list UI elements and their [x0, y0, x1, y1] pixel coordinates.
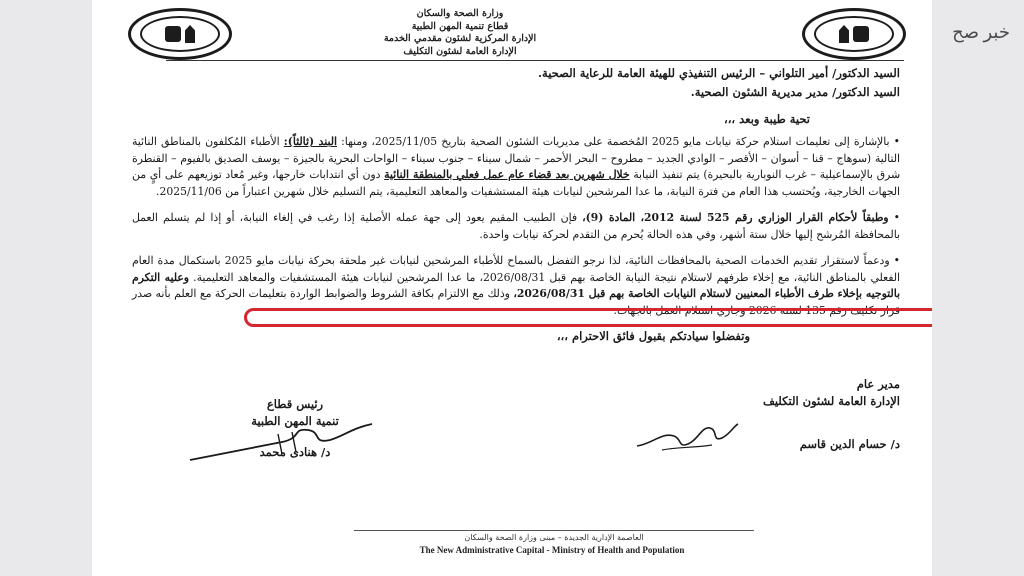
- paragraph-1: [132, 134, 900, 200]
- paragraph-3-highlight: وعليه التكرم بالتوجيه بإخلاء طرف الأطباء المعنيين لاستلام النيابات الخاصة بهم قبل 2026/08/31،: [132, 270, 900, 300]
- paragraph-2-text: فإن الطبيب المقيم يعود إلى جهة عمله الأصلية إذا رغب في إلغاء النيابة، أو إذا لم يتسلم العمل بالمحافظة المُرشح إليها خلال ستة أشهر، وفي هذه الحالة يُحرم من التقدم لحركة نيابات واحدة.: [132, 211, 900, 241]
- paragraph-1-intro: بالإشارة إلى تعليمات استلام حركة نيابات مايو 2025 المُخصمة على مديريات الشئون الصحية بتاريخ 2025/11/05، ومنها:: [341, 135, 890, 148]
- red-highlight-marker: [244, 308, 932, 327]
- paragraph-3-text: ودعماً لاستقرار تقديم الخدمات الصحية بالمحافظات النائية، لذا نرجو التفضل بالسماح للأطباء المرشحين لنيابات غير ملحقة بحركة نيابات مايو 2025 باستكمال مدة العام الفعلي بالمناطق النائية، مع إخلاء طرفهم لاستلام نتيجة النيابة الخاصة بهم قبل 2026/08/31، ما عدا المرشحين لنيابات هيئة المستشفيات والمعاهد التعليمية.: [132, 254, 900, 284]
- header-divider: [166, 60, 904, 61]
- letter-page: [92, 0, 932, 576]
- building-emblem-icon: [839, 25, 849, 43]
- signer-left-title1: رئيس قطاع: [266, 397, 324, 411]
- paragraph-1-item-label: البند (ثالثاً):: [283, 135, 338, 148]
- letterhead-general-admin: الإدارة العامة لشئون التكليف: [403, 45, 517, 57]
- signer-right-name: د/ حسام الدين قاسم: [799, 437, 900, 451]
- letter-body: [132, 64, 900, 343]
- building-emblem-icon: [185, 25, 195, 43]
- ministry-logo-right: [802, 8, 906, 60]
- footer-divider: [354, 530, 754, 531]
- letterhead-sector: قطاع تنمية المهن الطبية: [411, 20, 509, 32]
- right-margin: [932, 0, 1024, 576]
- paragraph-1-tail: دون أي انتدابات خارجها، وغير مُعاد توزيعهم على أيٍ من الجهات الخارجية، ويُحتسب هذا العام من فترة النيابة، ما عدا المرشحين لنيابات هيئة المستشفيات والمعاهد التعليمية، يتم التسليم خلال شهرين اعتباراً من 2025/11/06.: [132, 168, 900, 198]
- left-margin: [0, 0, 92, 576]
- paragraph-1-item-text: الأطباء المُكلفون بالمناطق النائية التالية (سوهاج – قنا – أسوان – الأقصر – الوادي الجديد – مطروح – البحر الأحمر – شمال سيناء – جنوب سيناء – الواحات البحرية بالجيزة – يوسف الصديق بالفيوم – القنطرة شرق بالإسماعيلية – غرب النوبارية بالبحيرة) يتم تنفيذ النيابة: [132, 135, 901, 181]
- signer-right-title1: مدير عام: [856, 377, 900, 391]
- signer-right-title2: الإدارة العامة لشئون التكليف: [762, 394, 900, 408]
- footer-english: The New Administrative Capital - Ministry of Health and Population: [419, 545, 685, 555]
- medical-emblem-icon: [853, 26, 869, 42]
- paragraph-2-emphasis: وطبقاً لأحكام القرار الوزاري رقم 525 لسنة 2012، المادة (9)،: [582, 211, 889, 224]
- footer-arabic: العاصمة الإدارية الجديدة – مبنى وزارة الصحة والسكان: [464, 533, 644, 542]
- paragraph-2: [132, 210, 900, 243]
- paragraph-1-emphasis: خلال شهرين بعد قضاء عام عمل فعلي بالمنطقة النائية: [384, 168, 630, 181]
- handwritten-signature-right: [632, 414, 742, 454]
- paragraph-3-tail: وذلك مع الالتزام بكافة الشروط والضوابط الواردة بتعليمات الحركة مع العلم بأنه صدر قرار تكليف رقم 135 لسنة 2026 وجاري استلام العمل بالجهات.: [132, 287, 900, 317]
- letterhead-central-admin: الإدارة المركزية لشئون مقدمي الخدمة: [383, 33, 537, 44]
- recipient-2: السيد الدكتور/ مدير مديرية الشئون الصحية.: [690, 85, 900, 99]
- site-watermark: خبر صح: [952, 22, 1010, 42]
- letterhead: [340, 8, 580, 58]
- signer-left-name: د/ هنادى محمد: [259, 445, 331, 459]
- letterhead-ministry: وزارة الصحة والسكان: [416, 8, 504, 19]
- ministry-logo-left: [128, 8, 232, 60]
- medical-emblem-icon: [165, 26, 181, 42]
- closing-line: وتفضلوا سيادتكم بقبول فائق الاحترام ،،،: [556, 329, 750, 343]
- greeting: تحية طيبة وبعد ،،،: [723, 112, 810, 126]
- handwritten-signature-left: [182, 420, 382, 464]
- signer-left-title2: تنمية المهن الطبية: [251, 414, 339, 428]
- recipient-1: السيد الدكتور/ أمير التلواني – الرئيس التنفيذي للهيئة العامة للرعاية الصحية.: [538, 66, 900, 80]
